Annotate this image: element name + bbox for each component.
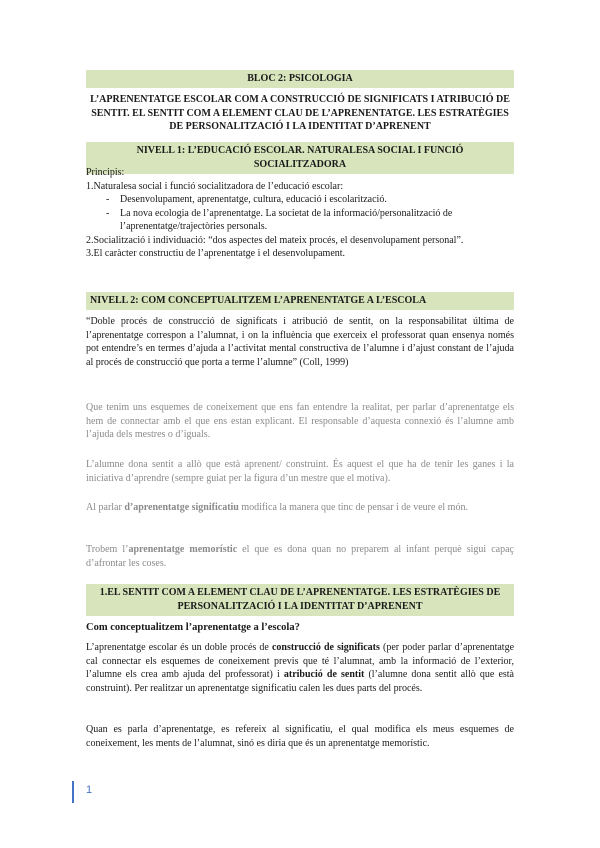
- principi-1-bullets: [86, 193, 514, 234]
- section1-paragraph-2: Quan es parla d’aprenentatge, es refereix al significatiu, el qual modifica els meus esquemes de coneixement, les ments de l’alumnat, sinó es diria que és un aprenentatge memorístic.: [86, 724, 514, 749]
- p3-pre: Al parlar: [86, 502, 125, 513]
- nivell2-heading: NIVELL 2: COM CONCEPTUALITZEM L’APRENENTATGE A L’ESCOLA: [86, 292, 514, 310]
- s1-c: (per poder parlar d’aprenentatge cal connectar els esquemes de coneixement previs que té l’alumnat, amb la informació de l’exterior, l’alumne els crea amb ajuda del professorat) i: [86, 642, 515, 680]
- section1-paragraph-1: [86, 641, 514, 695]
- s1-e: (l’alumne dona sentit allò que està construint). Per realitzar un aprenentatge significatiu calen les dues parts del procés.: [86, 669, 514, 694]
- principi-1: 1.Naturalesa social i funció socialitzadora de l’educació escolar:: [86, 180, 344, 192]
- list-item: - La nova ecologia de l’aprenentatge. La societat de la informació/personalització de l’aprenentatge/trajectòries personals.: [86, 207, 514, 234]
- nivell2-paragraph-4: [86, 543, 514, 570]
- p4-post: el que es dona quan no preparem al infant perquè sigui capaç d’afrontar les coses.: [86, 544, 514, 569]
- p4-bold: aprenentatge memorístic: [128, 544, 238, 555]
- page-number: 1: [86, 784, 93, 796]
- section1-subheading: Com conceptualitzem l’aprenentatge a l’escola?: [86, 622, 300, 633]
- nivell1-content: [86, 166, 514, 261]
- s1-b: construcció de significats: [271, 642, 380, 653]
- bloc-heading: BLOC 2: PSICOLOGIA: [86, 70, 514, 88]
- p3-post: modifica la manera que tinc de pensar i de veure el món.: [238, 502, 468, 513]
- document-title: L’APRENENTATGE ESCOLAR COM A CONSTRUCCIÓ DE SIGNIFICATS I ATRIBUCIÓ DE SENTIT. EL SENTIT COM A ELEMENT CLAU DE L’APRENENTATGE. LES ESTRATÈGIES DE PERSONALITZACIÓ I LA IDENTITAT D’APRENENT: [90, 94, 510, 132]
- nivell1-heading: NIVELL 1: L’EDUCACIÓ ESCOLAR. NATURALESA SOCIAL I FUNCIÓ SOCIALITZADORA: [86, 142, 514, 174]
- s1-d: atribució de sentit: [283, 669, 365, 680]
- nivell2-quote: “Doble procés de construcció de significats i atribució de sentit, on la responsabilitat última de l’aprenentatge correspon a l’alumnat, i on la influència que exerceix el professorat quan ensenya només pot entendre’s en termes d’ajuda a l’activitat mental constructiva de l’alumne i d’ajust constant de l’ajuda al procés de construcció que porta a terme l’alumne” (Coll, 1999): [86, 316, 514, 368]
- nivell2-paragraph-2: L’alumne dona sentit a allò que està aprenent/ construint. És aquest el que ha de tenir les ganes i la iniciativa d’aprendre (sempre guiat per la figura d’un mestre que el motiva).: [86, 459, 514, 484]
- p3-bold: d’aprenentatge significatiu: [124, 502, 239, 513]
- nivell2-paragraph-1: Que tenim uns esquemes de coneixement que ens fan entendre la realitat, per parlar d’aprenentatge els hem de connectar amb el que ens estan explicant. El responsable d’aquesta connexió és l’alumne amb l’ajuda dels mestres o d’iguals.: [86, 402, 514, 440]
- principi-3: 3.El caràcter constructiu de l’aprenentatge i el desenvolupament.: [86, 248, 346, 259]
- nivell2-paragraph-3: [86, 501, 514, 515]
- s1-a: L’aprenentatge escolar és un doble procés de: [86, 642, 272, 653]
- p4-pre: Trobem l’: [86, 544, 129, 555]
- page-number-bar: [72, 781, 74, 803]
- section1-heading: 1.EL SENTIT COM A ELEMENT CLAU DE L’APRENENTATGE. LES ESTRATÈGIES DE PERSONALITZACIÓ I LA IDENTITAT D’APRENENT: [86, 584, 514, 616]
- principi-2: 2.Socialització i individuació: “dos aspectes del mateix procés, el desenvolupament personal”.: [86, 234, 464, 246]
- list-item: - Desenvolupament, aprenentatge, cultura, educació i escolarització.: [86, 193, 514, 207]
- principis-label: Principis:: [86, 167, 125, 178]
